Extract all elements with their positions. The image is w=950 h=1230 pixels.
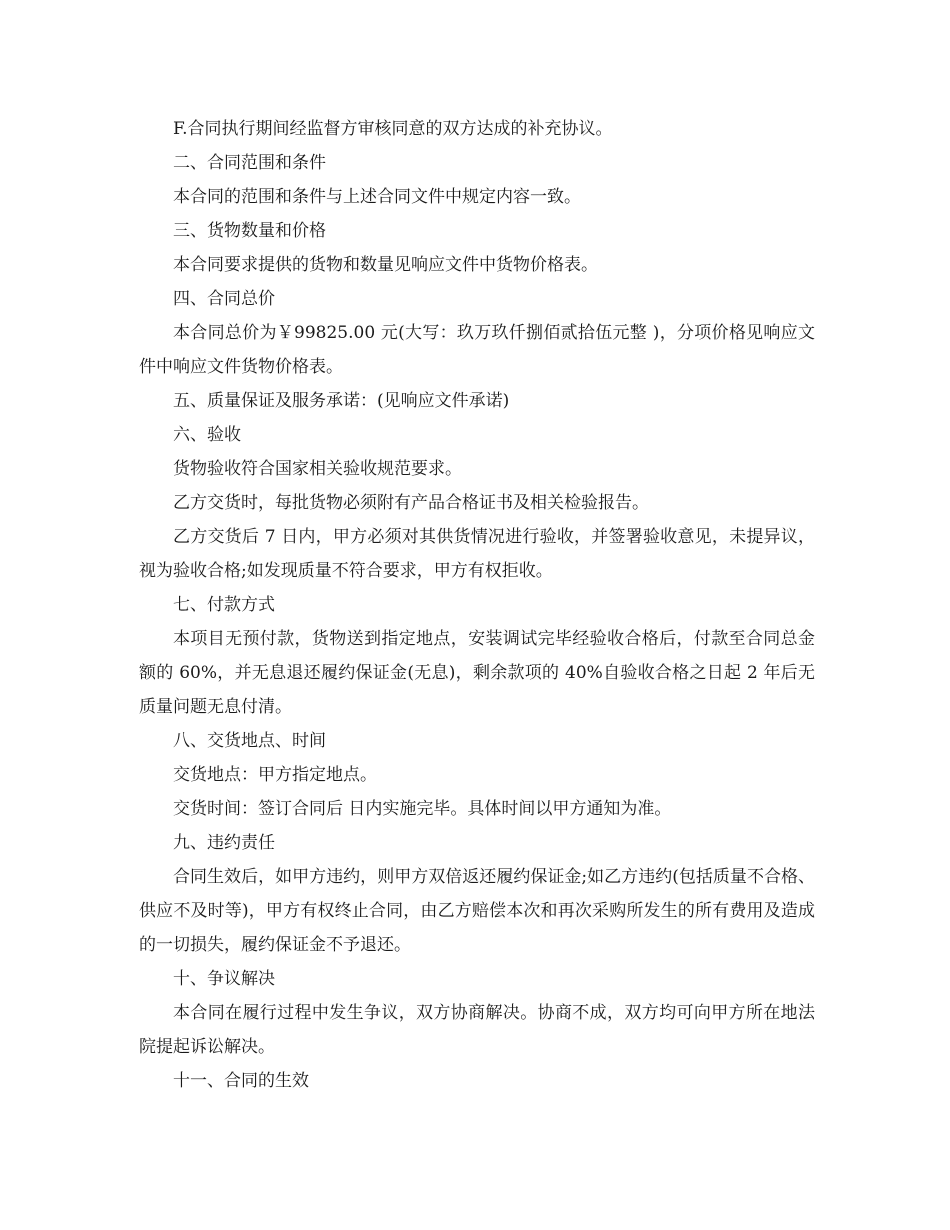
paragraph-delivery-time: 交货时间：签订合同后 日内实施完毕。具体时间以甲方通知为准。 xyxy=(173,799,672,819)
paragraph-delivery-location: 交货地点：甲方指定地点。 xyxy=(173,765,377,785)
section-heading-scope: 二、合同范围和条件 xyxy=(173,153,326,173)
document-body xyxy=(139,112,815,1098)
paragraph-payment-terms: 本项目无预付款，货物送到指定地点，安装调试完毕经验收合格后，付款至合同总金额的 60%，并无息退还履约保证金(无息)，剩余款项的 40%自验收合格之日起 2 年后无质量问题无息付清。 xyxy=(139,629,815,717)
paragraph-acceptance-certificates: 乙方交货时，每批货物必须附有产品合格证书及相关检验报告。 xyxy=(173,493,649,513)
section-heading-payment: 七、付款方式 xyxy=(173,595,275,615)
section-heading-dispute: 十、争议解决 xyxy=(173,969,275,989)
section-heading-delivery: 八、交货地点、时间 xyxy=(173,731,326,751)
paragraph-total-price: 本合同总价为￥99825.00 元(大写：玖万玖仟捌佰贰拾伍元整 )，分项价格见响应文件中响应文件货物价格表。 xyxy=(139,323,815,377)
section-heading-effectiveness: 十一、合同的生效 xyxy=(173,1071,309,1091)
paragraph-quantity-price: 本合同要求提供的货物和数量见响应文件中货物价格表。 xyxy=(173,255,598,275)
section-heading-acceptance: 六、验收 xyxy=(173,425,241,445)
section-heading-quality-service: 五、质量保证及服务承诺：(见响应文件承诺) xyxy=(173,391,510,411)
section-heading-total-price: 四、合同总价 xyxy=(173,289,275,309)
paragraph-dispute-resolution: 本合同在履行过程中发生争议，双方协商解决。协商不成，双方均可向甲方所在地法院提起诉讼解决。 xyxy=(139,1003,815,1057)
paragraph-acceptance-deadline: 乙方交货后 7 日内，甲方必须对其供货情况进行验收，并签署验收意见，未提异议，视为验收合格;如发现质量不符合要求，甲方有权拒收。 xyxy=(139,527,815,581)
paragraph-breach-liability: 合同生效后，如甲方违约，则甲方双倍返还履约保证金;如乙方违约(包括质量不合格、供应不及时等)，甲方有权终止合同，由乙方赔偿本次和再次采购所发生的所有费用及造成的一切损失，履约保证金不予退还。 xyxy=(139,867,815,955)
paragraph-scope: 本合同的范围和条件与上述合同文件中规定内容一致。 xyxy=(173,187,581,207)
paragraph-supplementary-agreement: F.合同执行期间经监督方审核同意的双方达成的补充协议。 xyxy=(173,119,613,139)
section-heading-breach: 九、违约责任 xyxy=(173,833,275,853)
paragraph-acceptance-standard: 货物验收符合国家相关验收规范要求。 xyxy=(173,459,462,479)
section-heading-quantity-price: 三、货物数量和价格 xyxy=(173,221,326,241)
